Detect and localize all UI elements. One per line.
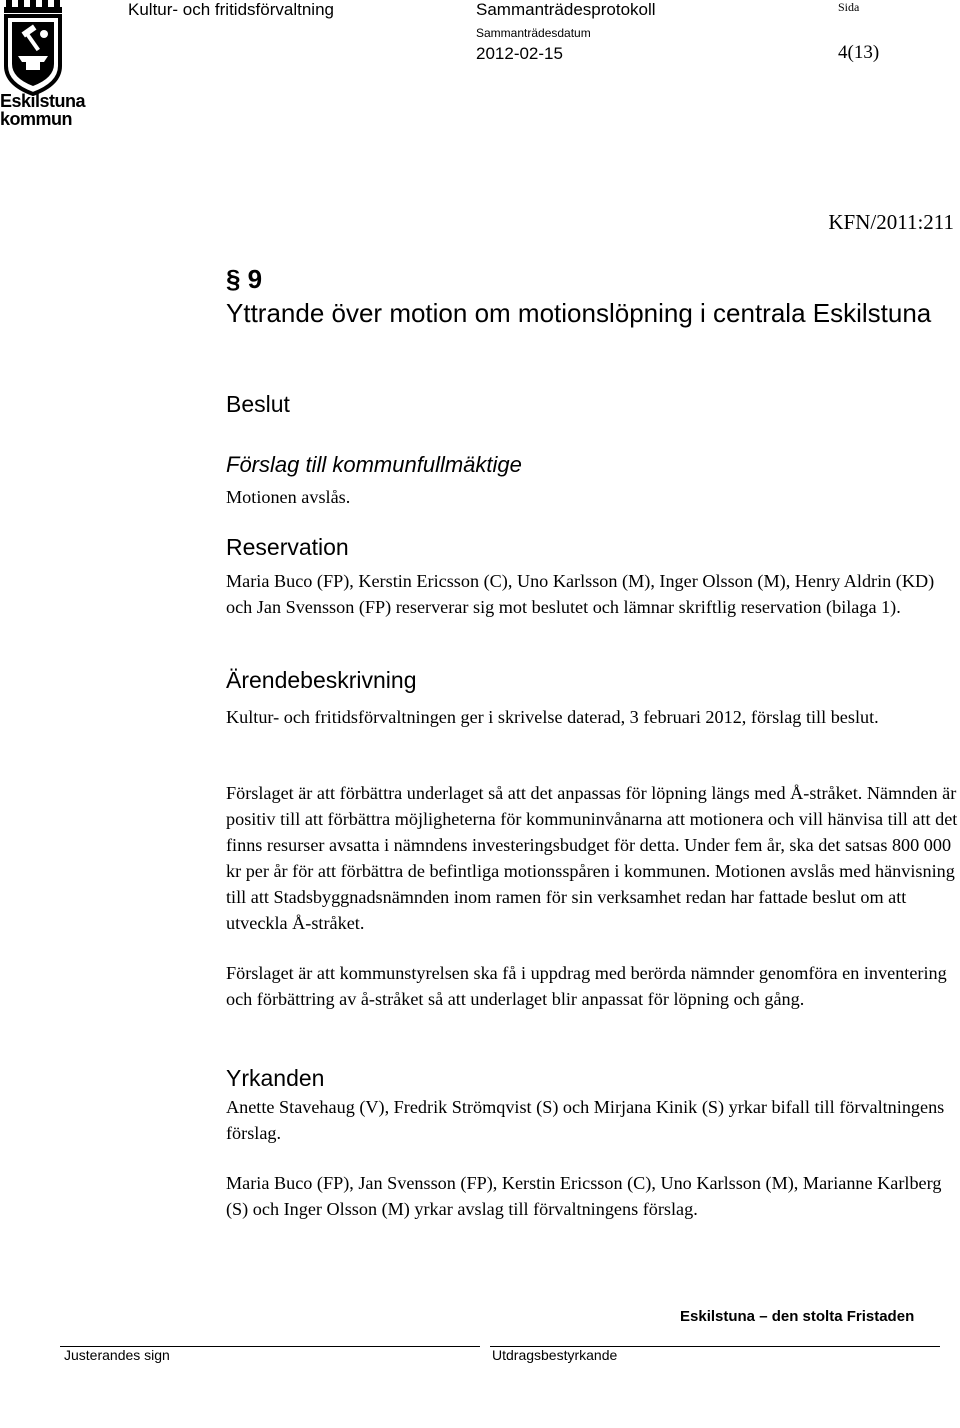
beslut-text: Motionen avslås.	[226, 487, 351, 507]
footer-slogan: Eskilstuna – den stolta Fristaden	[680, 1308, 915, 1325]
logo-text-line-2: kommun	[0, 109, 73, 129]
header-document-type: Sammanträdesprotokoll	[476, 0, 656, 19]
header-page-number: 4(13)	[838, 42, 880, 63]
header-date: 2012-02-15	[476, 44, 563, 63]
paragraph-number: § 9	[226, 264, 263, 294]
arende-paragraph-3: Förslaget är att kommunstyrelsen ska få i uppdrag med berörda nämnder genomföra en inventering och förbättring av å-stråket så att underlaget blir anpassat för löpning och gång.	[226, 963, 947, 1009]
yrkanden-paragraph-2: Maria Buco (FP), Jan Svensson (FP), Kerstin Ericsson (C), Uno Karlsson (M), Marianne Karlberg (S) och Inger Olsson (M) yrkar avslag till förvaltningens förslag.	[226, 1173, 942, 1219]
arende-paragraph-2: Förslaget är att förbättra underlaget så att det anpassas för löpning längs med Å-stråket. Nämnden är positiv till att förbättra möjligheterna för kommuninvånarna att motionera och vill hänvisa till att det finns resurser avsatta i nämndens investeringsbudget för detta. Under fem år, ska det satsas 800 000 kr per år för att förbättra de befintliga motionsspåren i kommunen. Motionen avslås med hänvisning till att Stadsbyggnadsnämnden inom ramen för sin verksamhet redan har fattade beslut om att utveckla Å-stråket.	[226, 783, 958, 933]
yrkanden-heading: Yrkanden	[226, 1065, 325, 1091]
header-department: Kultur- och fritidsförvaltning	[128, 0, 334, 19]
municipality-logo	[0, 0, 86, 129]
arende-paragraph-1: Kultur- och fritidsförvaltningen ger i skrivelse daterad, 3 februari 2012, förslag till beslut.	[226, 707, 879, 727]
forslag-subheading: Förslag till kommunfullmäktige	[226, 452, 522, 477]
logo-text-line-1: Eskilstuna	[0, 91, 86, 111]
footer-sign-label: Justerandes sign	[64, 1347, 170, 1363]
section-title: Yttrande över motion om motionslöpning i centrala Eskilstuna	[226, 298, 932, 328]
beslut-heading: Beslut	[226, 391, 290, 417]
arende-heading: Ärendebeskrivning	[226, 667, 417, 693]
header-date-label: Sammanträdesdatum	[476, 26, 591, 40]
header-page-label: Sida	[838, 0, 860, 14]
yrkanden-paragraph-1: Anette Stavehaug (V), Fredrik Strömqvist (S) och Mirjana Kinik (S) yrkar bifall till förvaltningens förslag.	[226, 1097, 945, 1143]
reservation-heading: Reservation	[226, 534, 349, 560]
footer-extract-label: Utdragsbestyrkande	[492, 1347, 618, 1363]
reservation-text: Maria Buco (FP), Kerstin Ericsson (C), Uno Karlsson (M), Inger Olsson (M), Henry Aldrin (KD) och Jan Svensson (FP) reserverar sig mot beslutet och lämnar skriftlig reservation (bilaga 1).	[226, 571, 935, 617]
case-number: KFN/2011:211	[828, 210, 954, 234]
